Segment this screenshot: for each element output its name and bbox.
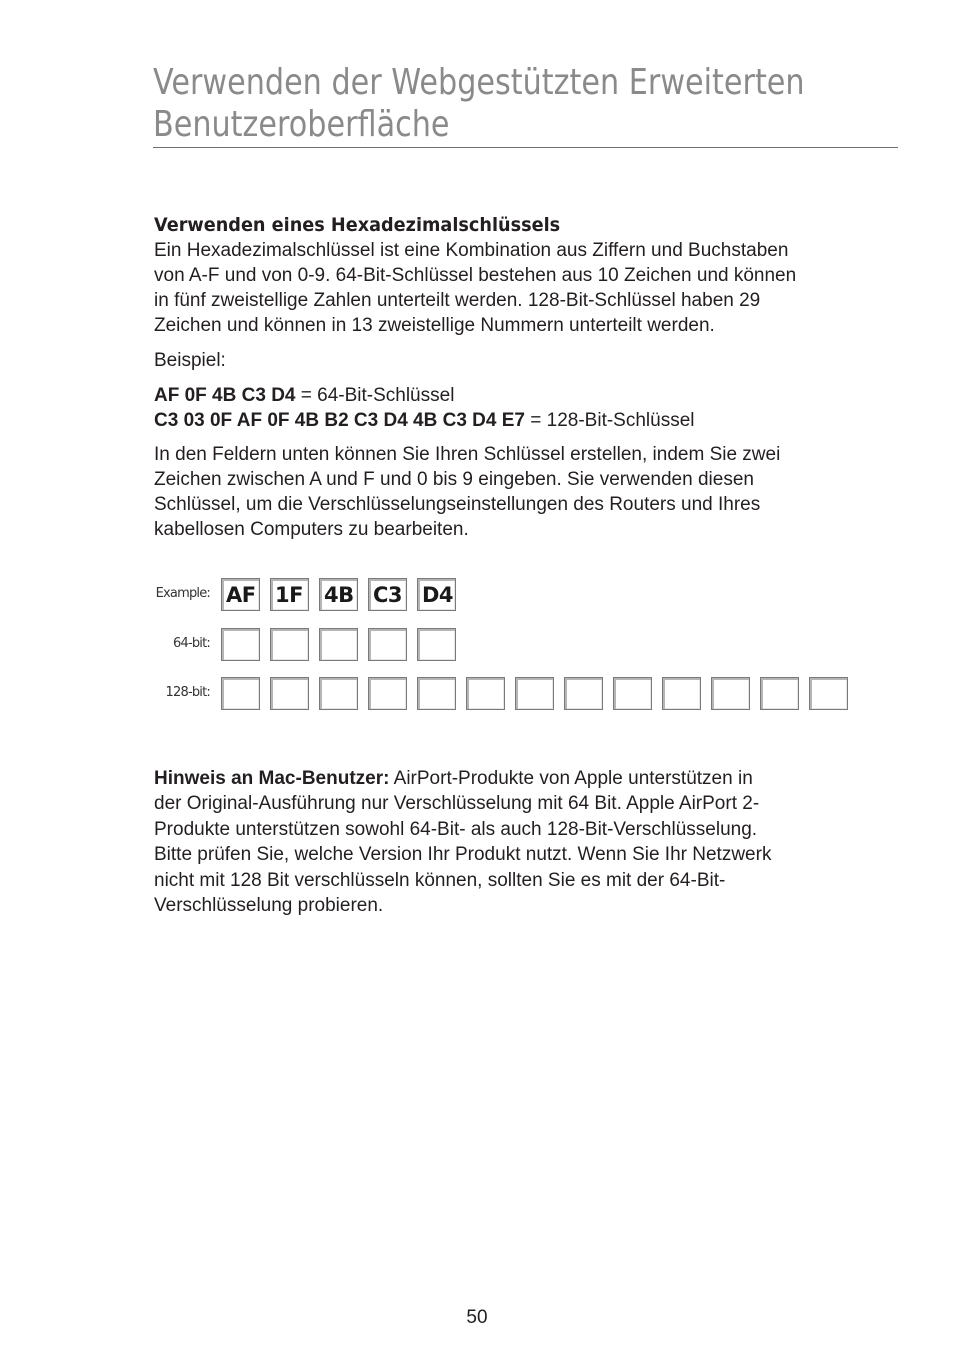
example-box xyxy=(368,578,407,611)
example-128-suffix: = 128-Bit-Schlüssel xyxy=(525,410,695,431)
key-64-bit-input-box[interactable] xyxy=(270,628,309,661)
example-row-label: Example: xyxy=(155,586,210,601)
example-box-value: 1F xyxy=(275,583,303,607)
key-128-bit-input-box[interactable] xyxy=(368,677,407,710)
key-128-bit-input-box[interactable] xyxy=(319,677,358,710)
note-line: AirPort-Produkte von Apple unterstützen in xyxy=(389,768,753,789)
key-128-bit-input-box[interactable] xyxy=(564,677,603,710)
key-128-bit-input-box[interactable] xyxy=(466,677,505,710)
example-box-value: D4 xyxy=(422,583,454,607)
key-128-bit-input-box[interactable] xyxy=(515,677,554,710)
intro-line: in fünf zweistellige Zahlen unterteilt werden. 128-Bit-Schlüssel haben 29 xyxy=(154,290,761,311)
key-128-bit-input-box[interactable] xyxy=(662,677,701,710)
example-box xyxy=(319,578,358,611)
intro-paragraph xyxy=(154,238,874,338)
key-128-bit-input-box[interactable] xyxy=(809,677,848,710)
page-title-line-2: Benutzeroberfläche xyxy=(153,104,450,145)
key-64-bit-input-box[interactable] xyxy=(221,628,260,661)
example-row xyxy=(152,578,852,614)
page-number: 50 xyxy=(466,1307,488,1328)
example-label: Beispiel: xyxy=(154,350,226,371)
example-box xyxy=(221,578,260,611)
page-header xyxy=(153,62,898,146)
key-64-bit-input-box[interactable] xyxy=(417,628,456,661)
note-line: nicht mit 128 Bit verschlüsseln können, sollten Sie es mit der 64-Bit- xyxy=(154,869,726,891)
page-title-line-1: Verwenden der Webgestützten Erweiterten xyxy=(153,62,805,103)
key-64-bit-input-box[interactable] xyxy=(319,628,358,661)
row-64-bit-label: 64-bit: xyxy=(173,636,210,651)
key-128-bit-input-box[interactable] xyxy=(417,677,456,710)
example-box xyxy=(417,578,456,611)
title-divider xyxy=(153,147,898,148)
section-heading: Verwenden eines Hexadezimalschlüssels xyxy=(154,214,561,236)
example-128-key: C3 03 0F AF 0F 4B B2 C3 D4 4B C3 D4 E7 xyxy=(154,410,525,431)
page-title xyxy=(153,62,805,146)
mac-user-note xyxy=(154,766,854,918)
example-box-value: AF xyxy=(226,583,256,607)
instructions-line: Schlüssel, um die Verschlüsselungseinstellungen des Routers und Ihres xyxy=(154,494,761,515)
example-box-value: 4B xyxy=(324,583,354,607)
example-box xyxy=(270,578,309,611)
row-128-bit-label: 128-bit: xyxy=(165,685,210,700)
intro-line: von A-F und von 0-9. 64-Bit-Schlüssel bestehen aus 10 Zeichen und können xyxy=(154,265,797,286)
key-128-bit-input-box[interactable] xyxy=(760,677,799,710)
note-line: der Original-Ausführung nur Verschlüsselung mit 64 Bit. Apple AirPort 2- xyxy=(154,793,760,815)
note-line: Verschlüsselung probieren. xyxy=(154,895,384,917)
example-box-value: C3 xyxy=(373,583,403,607)
note-line: Bitte prüfen Sie, welche Version Ihr Produkt nutzt. Wenn Sie Ihr Netzwerk xyxy=(154,844,772,866)
key-128-bit-input-box[interactable] xyxy=(613,677,652,710)
example-keys xyxy=(154,383,874,433)
key-128-bit-input-box[interactable] xyxy=(270,677,309,710)
row-128-bit xyxy=(152,677,852,713)
example-64-key: AF 0F 4B C3 D4 xyxy=(154,385,296,406)
intro-line: Zeichen und können in 13 zweistellige Nummern unterteilt werden. xyxy=(154,315,715,336)
key-128-bit-input-box[interactable] xyxy=(221,677,260,710)
key-64-bit-input-box[interactable] xyxy=(368,628,407,661)
note-lead: Hinweis an Mac-Benutzer: xyxy=(154,768,390,789)
instructions-paragraph xyxy=(154,442,874,542)
hex-key-section xyxy=(154,212,874,542)
intro-line: Ein Hexadezimalschlüssel ist eine Kombination aus Ziffern und Buchstaben xyxy=(154,240,789,261)
instructions-line: In den Feldern unten können Sie Ihren Schlüssel erstellen, indem Sie zwei xyxy=(154,444,781,465)
instructions-line: Zeichen zwischen A und F und 0 bis 9 eingeben. Sie verwenden diesen xyxy=(154,469,754,490)
example-64-suffix: = 64-Bit-Schlüssel xyxy=(295,385,455,406)
row-64-bit xyxy=(152,628,852,664)
note-line: Produkte unterstützen sowohl 64-Bit- als auch 128-Bit-Verschlüsselung. xyxy=(154,818,758,840)
instructions-line: kabellosen Computers zu bearbeiten. xyxy=(154,519,469,540)
key-128-bit-input-box[interactable] xyxy=(711,677,750,710)
key-entry-figure xyxy=(152,574,852,714)
